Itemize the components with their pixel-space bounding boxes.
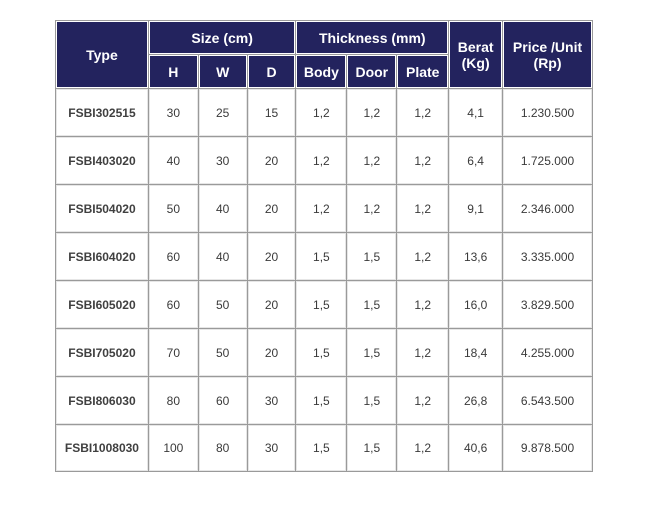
price-cell: 4.255.000 (503, 329, 593, 377)
depth-cell: 20 (248, 233, 297, 281)
body-cell: 1,5 (296, 425, 347, 472)
width-header: W (199, 55, 248, 89)
berat-cell: 4,1 (449, 89, 503, 137)
depth-cell: 15 (248, 89, 297, 137)
plate-cell: 1,2 (397, 377, 449, 425)
table-header (56, 21, 593, 89)
plate-cell: 1,2 (397, 185, 449, 233)
berat-cell: 9,1 (449, 185, 503, 233)
width-cell: 50 (199, 329, 248, 377)
header-row-1 (56, 21, 593, 55)
plate-cell: 1,2 (397, 281, 449, 329)
door-cell: 1,5 (347, 281, 397, 329)
height-cell: 40 (149, 137, 199, 185)
width-cell: 25 (199, 89, 248, 137)
size-group-header: Size (cm) (149, 21, 297, 55)
type-header: Type (56, 21, 149, 89)
width-cell: 30 (199, 137, 248, 185)
depth-header: D (248, 55, 297, 89)
plate-cell: 1,2 (397, 89, 449, 137)
door-cell: 1,2 (347, 137, 397, 185)
thickness-group-header: Thickness (mm) (296, 21, 449, 55)
plate-cell: 1,2 (397, 233, 449, 281)
berat-cell: 16,0 (449, 281, 503, 329)
plate-cell: 1,2 (397, 137, 449, 185)
body-cell: 1,2 (296, 89, 347, 137)
height-cell: 60 (149, 233, 199, 281)
berat-header: Berat (Kg) (449, 21, 503, 89)
table-row (56, 281, 593, 329)
body-cell: 1,5 (296, 377, 347, 425)
height-header: H (149, 55, 199, 89)
height-cell: 70 (149, 329, 199, 377)
table-row (56, 137, 593, 185)
berat-cell: 18,4 (449, 329, 503, 377)
height-cell: 100 (149, 425, 199, 472)
door-header: Door (347, 55, 397, 89)
price-table (55, 20, 593, 472)
plate-header: Plate (397, 55, 449, 89)
type-cell: FSBI605020 (56, 281, 149, 329)
width-cell: 40 (199, 185, 248, 233)
width-cell: 80 (199, 425, 248, 472)
berat-cell: 6,4 (449, 137, 503, 185)
berat-cell: 13,6 (449, 233, 503, 281)
door-cell: 1,5 (347, 377, 397, 425)
price-cell: 9.878.500 (503, 425, 593, 472)
width-cell: 50 (199, 281, 248, 329)
body-cell: 1,5 (296, 233, 347, 281)
table-row (56, 89, 593, 137)
table-row (56, 185, 593, 233)
table-body (56, 89, 593, 472)
table-row (56, 329, 593, 377)
type-cell: FSBI403020 (56, 137, 149, 185)
plate-cell: 1,2 (397, 425, 449, 472)
type-cell: FSBI604020 (56, 233, 149, 281)
type-cell: FSBI705020 (56, 329, 149, 377)
height-cell: 60 (149, 281, 199, 329)
body-header: Body (296, 55, 347, 89)
width-cell: 40 (199, 233, 248, 281)
berat-cell: 40,6 (449, 425, 503, 472)
price-cell: 1.725.000 (503, 137, 593, 185)
width-cell: 60 (199, 377, 248, 425)
price-cell: 2.346.000 (503, 185, 593, 233)
table-row (56, 233, 593, 281)
body-cell: 1,5 (296, 329, 347, 377)
plate-cell: 1,2 (397, 329, 449, 377)
door-cell: 1,5 (347, 329, 397, 377)
height-cell: 50 (149, 185, 199, 233)
price-cell: 3.335.000 (503, 233, 593, 281)
type-cell: FSBI806030 (56, 377, 149, 425)
table-row (56, 425, 593, 472)
price-header: Price /Unit (Rp) (503, 21, 593, 89)
depth-cell: 20 (248, 281, 297, 329)
depth-cell: 30 (248, 377, 297, 425)
depth-cell: 30 (248, 425, 297, 472)
door-cell: 1,5 (347, 233, 397, 281)
door-cell: 1,2 (347, 185, 397, 233)
depth-cell: 20 (248, 185, 297, 233)
height-cell: 30 (149, 89, 199, 137)
body-cell: 1,2 (296, 185, 347, 233)
door-cell: 1,5 (347, 425, 397, 472)
price-cell: 6.543.500 (503, 377, 593, 425)
berat-cell: 26,8 (449, 377, 503, 425)
price-cell: 1.230.500 (503, 89, 593, 137)
type-cell: FSBI504020 (56, 185, 149, 233)
type-cell: FSBI1008030 (56, 425, 149, 472)
height-cell: 80 (149, 377, 199, 425)
table-row (56, 377, 593, 425)
door-cell: 1,2 (347, 89, 397, 137)
price-cell: 3.829.500 (503, 281, 593, 329)
type-cell: FSBI302515 (56, 89, 149, 137)
depth-cell: 20 (248, 329, 297, 377)
body-cell: 1,5 (296, 281, 347, 329)
body-cell: 1,2 (296, 137, 347, 185)
depth-cell: 20 (248, 137, 297, 185)
